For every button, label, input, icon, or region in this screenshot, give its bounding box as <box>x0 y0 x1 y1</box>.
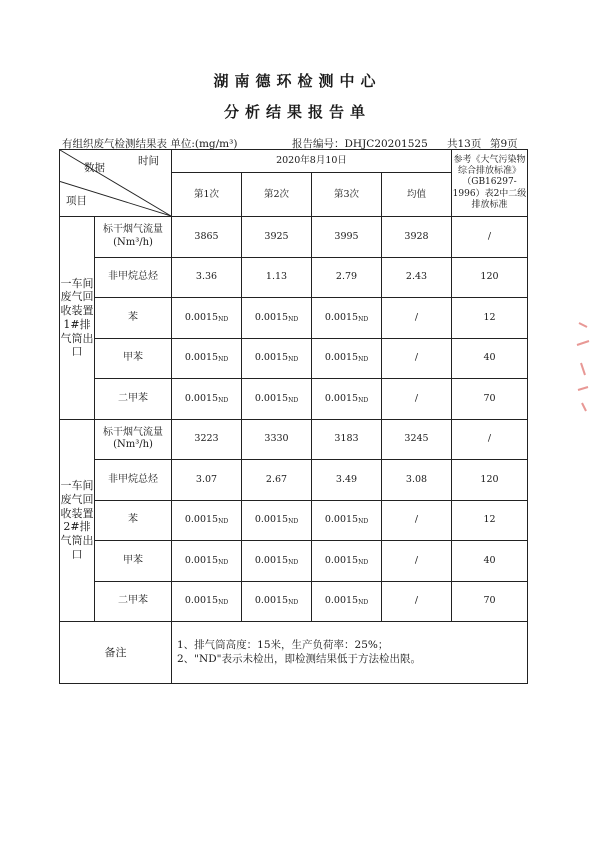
remark-line-2: 2、"ND"表示未检出，即检测结果低于方法检出限。 <box>177 652 421 665</box>
org-title: 湖南德环检测中心 <box>213 72 382 90</box>
cell-value: / <box>414 595 419 607</box>
item-name-text: 非甲烷总烃 <box>108 271 158 282</box>
cell-v2 <box>242 460 312 501</box>
corner-time-label: 时间 <box>138 155 159 167</box>
corner-item-label: 项目 <box>66 194 87 207</box>
corner-diagonal-cell <box>60 150 172 217</box>
doc-title: 分析结果报告单 <box>223 103 371 121</box>
date-header: 2020年8月10日 <box>172 150 452 173</box>
item-name <box>95 500 172 541</box>
cell-value: 0.0015 <box>184 311 219 323</box>
nd-mark: ND <box>288 599 299 607</box>
cell-v1 <box>172 419 242 460</box>
cell-value: 0.0015 <box>254 554 289 566</box>
item-unit-text: (Nm³/h) <box>113 439 153 451</box>
cell-avg <box>382 338 452 379</box>
cell-v3 <box>312 379 382 420</box>
item-name-text: 二甲苯 <box>118 392 148 404</box>
cell-v3 <box>312 419 382 460</box>
item-name-text: 苯 <box>128 311 138 323</box>
nd-mark: ND <box>288 356 299 364</box>
item-name <box>95 379 172 420</box>
table-row <box>60 338 528 379</box>
cell-avg <box>382 541 452 582</box>
cell-v1 <box>172 338 242 379</box>
cell-v2 <box>242 257 312 298</box>
cell-value: 3183 <box>334 433 359 445</box>
cell-value: 0.0015 <box>324 554 359 566</box>
cell-std <box>452 379 528 420</box>
nd-mark: ND <box>358 599 369 607</box>
cell-v2 <box>242 541 312 582</box>
cell-value: 0.0015 <box>184 554 219 566</box>
cell-value: / <box>414 392 419 404</box>
cell-value: 0.0015 <box>254 392 289 404</box>
nd-mark: ND <box>218 558 229 566</box>
cell-v2 <box>242 217 312 258</box>
cell-v2 <box>242 419 312 460</box>
cell-value: 0.0015 <box>184 352 219 364</box>
cell-value: 0.0015 <box>184 392 219 404</box>
table-row <box>60 379 528 420</box>
item-name <box>95 541 172 582</box>
remark-text <box>172 622 528 684</box>
results-table <box>59 149 528 684</box>
nd-mark: ND <box>358 396 369 404</box>
table-row <box>60 460 528 501</box>
cell-v2 <box>242 500 312 541</box>
cell-value: 120 <box>480 271 499 283</box>
nd-mark: ND <box>358 315 369 323</box>
cell-avg <box>382 460 452 501</box>
cell-std <box>452 298 528 339</box>
remark-row <box>60 622 528 684</box>
cell-value: 3928 <box>404 230 429 242</box>
col-header-1: 第1次 <box>172 173 242 217</box>
cell-v3 <box>312 217 382 258</box>
cell-value: / <box>414 514 419 526</box>
cell-std <box>452 217 528 258</box>
cell-v1 <box>172 298 242 339</box>
cell-v3 <box>312 257 382 298</box>
cell-value: 3223 <box>194 433 219 445</box>
nd-mark: ND <box>358 356 369 364</box>
cell-v1 <box>172 257 242 298</box>
cell-value: 0.0015 <box>254 595 289 607</box>
cell-std <box>452 541 528 582</box>
cell-v3 <box>312 581 382 622</box>
item-name-text: 标干烟气流量 <box>103 426 163 438</box>
item-name <box>95 338 172 379</box>
cell-v1 <box>172 217 242 258</box>
cell-value: 12 <box>483 311 496 323</box>
page-number: 第9页 <box>490 138 518 150</box>
cell-std <box>452 500 528 541</box>
nd-mark: ND <box>288 518 299 526</box>
cell-value: 0.0015 <box>324 352 359 364</box>
cell-value: 3925 <box>264 230 289 242</box>
cell-v3 <box>312 338 382 379</box>
table-row <box>60 298 528 339</box>
nd-mark: ND <box>218 315 229 323</box>
table-row <box>60 581 528 622</box>
red-stamp-icon <box>573 315 595 415</box>
cell-std <box>452 338 528 379</box>
cell-v2 <box>242 379 312 420</box>
item-name-text: 标干烟气流量 <box>103 224 163 236</box>
cell-value: 120 <box>480 473 499 485</box>
cell-value: 40 <box>483 554 496 566</box>
item-name <box>95 257 172 298</box>
cell-avg <box>382 581 452 622</box>
cell-avg <box>382 379 452 420</box>
cell-v1 <box>172 581 242 622</box>
cell-v2 <box>242 298 312 339</box>
nd-mark: ND <box>218 396 229 404</box>
cell-value: / <box>414 311 419 323</box>
corner-data-label: 数据 <box>84 162 105 174</box>
cell-value: 3995 <box>334 230 359 242</box>
report-number: 报告编号：DHJC20201525 <box>292 138 428 150</box>
table-row <box>60 541 528 582</box>
cell-avg <box>382 298 452 339</box>
cell-value: 0.0015 <box>254 352 289 364</box>
cell-v3 <box>312 298 382 339</box>
item-name-text: 甲苯 <box>123 352 143 363</box>
cell-value: 0.0015 <box>324 595 359 607</box>
nd-mark: ND <box>358 558 369 566</box>
cell-value: 1.13 <box>265 271 288 283</box>
standard-header: 参考《大气污染物综合排放标准》（GB16297-1996）表2中二级排放标准 <box>452 150 528 217</box>
table-row <box>60 419 528 460</box>
cell-avg <box>382 419 452 460</box>
cell-v2 <box>242 338 312 379</box>
cell-value: / <box>414 352 419 364</box>
cell-avg <box>382 257 452 298</box>
nd-mark: ND <box>288 396 299 404</box>
item-name-text: 苯 <box>128 514 138 525</box>
item-unit-text: (Nm³/h) <box>113 236 153 248</box>
table-row <box>60 257 528 298</box>
nd-mark: ND <box>218 356 229 364</box>
subtitle-line <box>62 136 532 150</box>
cell-v1 <box>172 500 242 541</box>
cell-value: 3.08 <box>405 473 428 485</box>
cell-value: / <box>487 230 492 242</box>
table-name: 有组织废气检测结果表 单位:(mg/m³) <box>62 138 238 150</box>
cell-avg <box>382 217 452 258</box>
item-name-text: 甲苯 <box>123 554 143 566</box>
cell-std <box>452 257 528 298</box>
cell-value: 3.07 <box>195 473 218 485</box>
cell-std <box>452 419 528 460</box>
cell-value: 2.43 <box>405 271 428 283</box>
cell-value: 2.67 <box>265 473 288 485</box>
cell-std <box>452 581 528 622</box>
cell-value: 3.36 <box>195 271 218 283</box>
col-header-2: 第2次 <box>242 173 312 217</box>
remark-line-1: 1、排气筒高度：15米，生产负荷率：25%； <box>177 639 389 652</box>
col-header-avg: 均值 <box>382 173 452 217</box>
group-label: 一车间废气回收装置2#排气筒出口 <box>60 419 95 622</box>
item-name <box>95 581 172 622</box>
cell-value: 3865 <box>194 230 219 242</box>
cell-v3 <box>312 460 382 501</box>
nd-mark: ND <box>218 518 229 526</box>
col-header-3: 第3次 <box>312 173 382 217</box>
nd-mark: ND <box>358 518 369 526</box>
nd-mark: ND <box>218 599 229 607</box>
cell-value: / <box>487 433 492 445</box>
cell-avg <box>382 500 452 541</box>
cell-value: 0.0015 <box>184 595 219 607</box>
cell-std <box>452 460 528 501</box>
item-name <box>95 298 172 339</box>
cell-value: 3245 <box>404 433 429 445</box>
cell-value: 0.0015 <box>254 514 289 526</box>
table-row <box>60 217 528 258</box>
cell-v3 <box>312 500 382 541</box>
cell-v2 <box>242 581 312 622</box>
cell-value: 2.79 <box>335 271 358 283</box>
cell-value: 70 <box>483 392 496 404</box>
cell-v3 <box>312 541 382 582</box>
item-name <box>95 460 172 501</box>
table-row <box>60 500 528 541</box>
cell-value: 40 <box>483 352 496 364</box>
cell-value: 0.0015 <box>324 311 359 323</box>
cell-value: 12 <box>483 514 496 526</box>
cell-value: / <box>414 554 419 566</box>
cell-v1 <box>172 460 242 501</box>
cell-value: 0.0015 <box>324 392 359 404</box>
cell-value: 0.0015 <box>184 514 219 526</box>
cell-value: 0.0015 <box>324 514 359 526</box>
remark-label: 备注 <box>60 622 172 684</box>
cell-value: 3330 <box>264 433 289 445</box>
cell-value: 70 <box>483 595 496 607</box>
total-pages: 共13页 <box>447 138 482 150</box>
cell-v1 <box>172 379 242 420</box>
cell-v1 <box>172 541 242 582</box>
nd-mark: ND <box>288 558 299 566</box>
group-label: 一车间废气回收装置1#排气筒出口 <box>60 217 95 420</box>
item-name <box>95 419 172 460</box>
header-row-date <box>60 150 528 173</box>
nd-mark: ND <box>288 315 299 323</box>
cell-value: 3.49 <box>335 473 358 485</box>
item-name <box>95 217 172 258</box>
table-body <box>60 217 528 622</box>
cell-value: 0.0015 <box>254 311 289 323</box>
item-name-text: 二甲苯 <box>118 595 148 606</box>
item-name-text: 非甲烷总烃 <box>108 473 158 485</box>
